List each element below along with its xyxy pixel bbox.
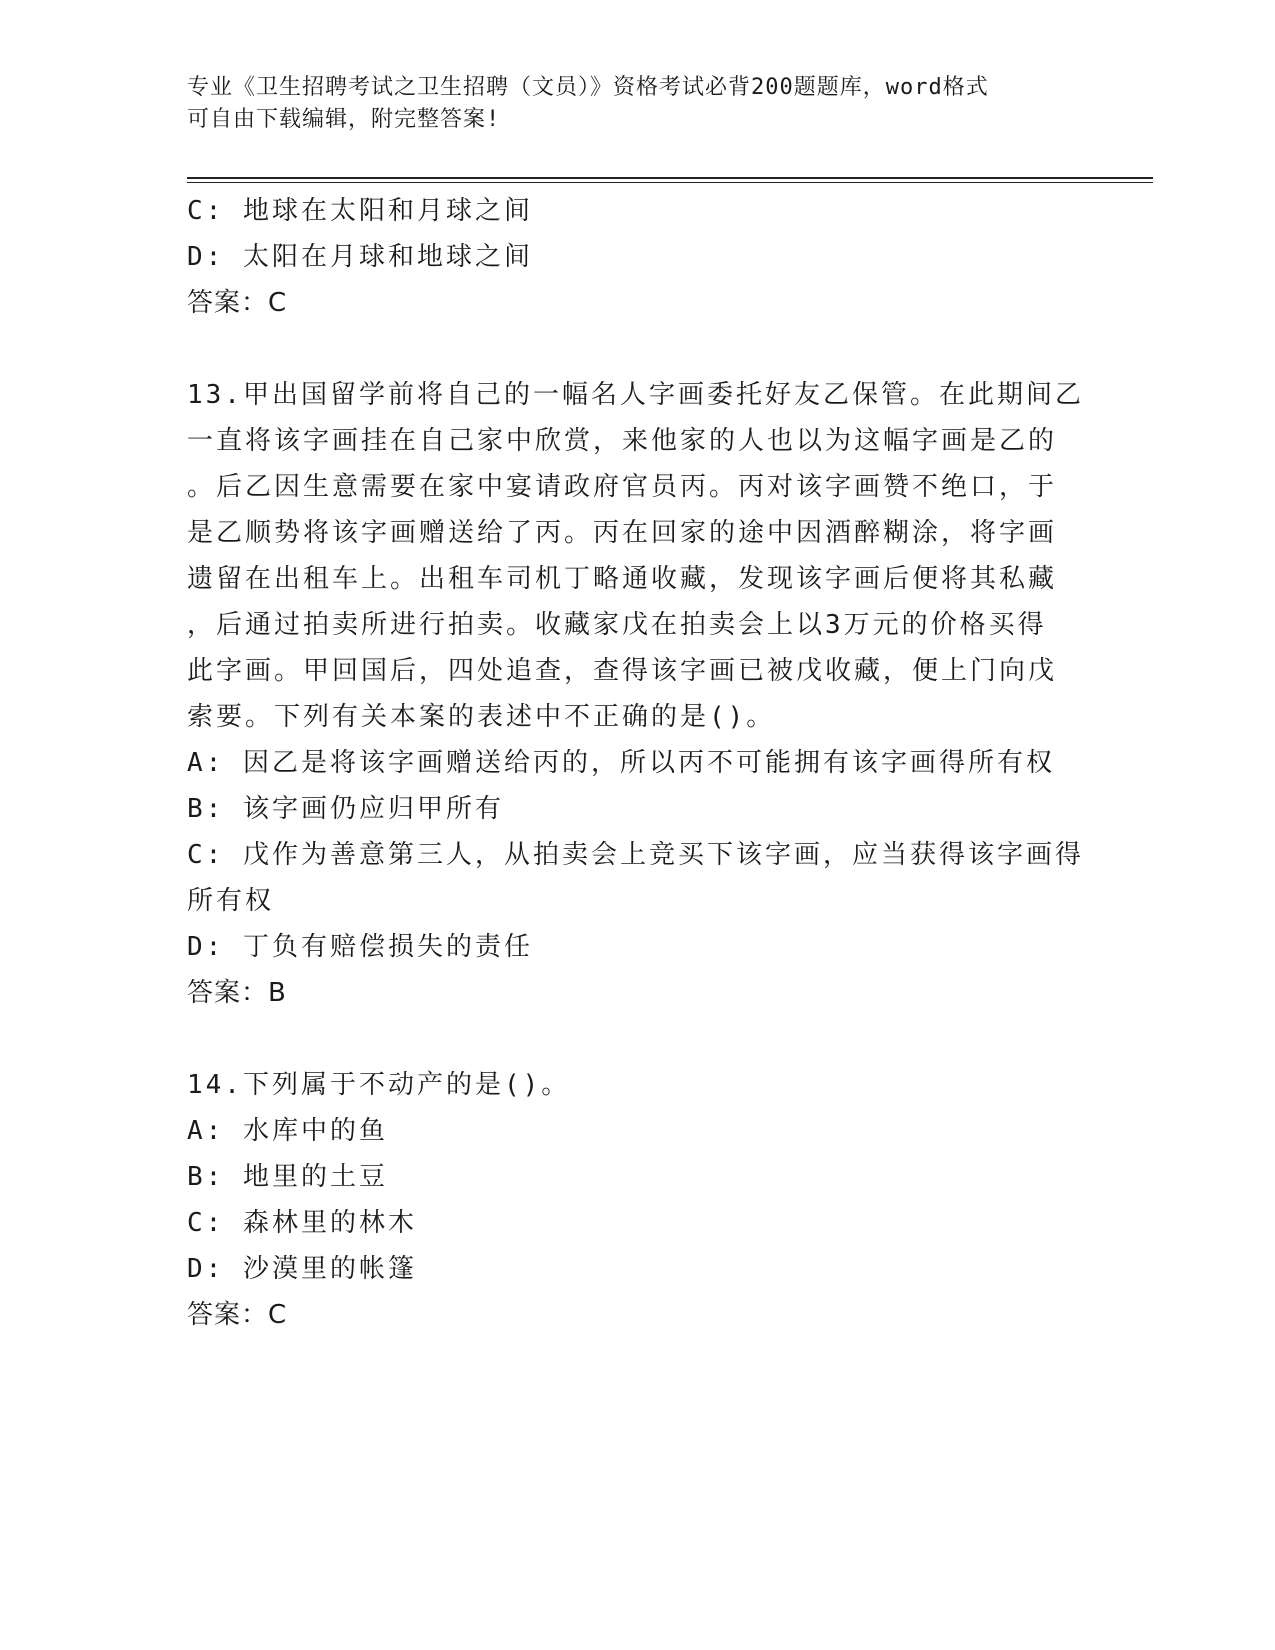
q13-stem-line: 索要。下列有关本案的表述中不正确的是()。 [187, 702, 776, 732]
q13-stem [187, 372, 1087, 740]
spacer [187, 326, 1087, 372]
q13-option-c: C: 戊作为善意第三人，从拍卖会上竞买下该字画，应当获得该字画得 [187, 840, 1084, 870]
q13-stem-line: 是乙顺势将该字画赠送给了丙。丙在回家的途中因酒醉糊涂，将字画 [187, 518, 1058, 548]
q13-stem-line: 。后乙因生意需要在家中宴请政府官员丙。丙对该字画赞不绝口，于 [187, 472, 1058, 502]
q14-stem: 14.下列属于不动产的是()。 [187, 1070, 571, 1100]
header-rule-thin [187, 182, 1153, 183]
q13-option-b: B: 该字画仍应归甲所有 [187, 794, 504, 824]
q13-option-c-continued: 所有权 [187, 886, 275, 916]
q12-option-d: D: 太阳在月球和地球之间 [187, 242, 533, 272]
spacer [187, 1016, 1087, 1062]
q13-answer: 答案：B [187, 978, 287, 1008]
header-rule-thick [187, 177, 1153, 179]
q13-stem-line: 一直将该字画挂在自己家中欣赏，来他家的人也以为这幅字画是乙的 [187, 426, 1058, 456]
question-13 [187, 372, 1087, 1016]
document-body [187, 188, 1087, 1338]
question-12 [187, 188, 1087, 326]
q12-option-c: C: 地球在太阳和月球之间 [187, 196, 533, 226]
document-header [187, 72, 1067, 136]
q12-answer: 答案：C [187, 288, 288, 318]
q13-option-d: D: 丁负有赔偿损失的责任 [187, 932, 533, 962]
header-line-2: 可自由下载编辑，附完整答案! [187, 107, 501, 132]
q13-option-a: A: 因乙是将该字画赠送给丙的，所以丙不可能拥有该字画得所有权 [187, 748, 1055, 778]
q14-answer: 答案：C [187, 1300, 288, 1330]
question-14 [187, 1062, 1087, 1338]
header-line-1: 专业《卫生招聘考试之卫生招聘（文员）》资格考试必背200题题库，word格式 [187, 75, 989, 100]
q14-option-b: B: 地里的土豆 [187, 1162, 388, 1192]
q14-option-a: A: 水库中的鱼 [187, 1116, 388, 1146]
q13-stem-line: ，后通过拍卖所进行拍卖。收藏家戊在拍卖会上以3万元的价格买得 [187, 610, 1047, 640]
q14-option-c: C: 森林里的林木 [187, 1208, 417, 1238]
q13-stem-line: 此字画。甲回国后，四处追查，查得该字画已被戊收藏，便上门向戊 [187, 656, 1058, 686]
q13-stem-line: 13.甲出国留学前将自己的一幅名人字画委托好友乙保管。在此期间乙 [187, 380, 1084, 410]
q13-stem-line: 遗留在出租车上。出租车司机丁略通收藏，发现该字画后便将其私藏 [187, 564, 1058, 594]
q14-option-d: D: 沙漠里的帐篷 [187, 1254, 417, 1284]
